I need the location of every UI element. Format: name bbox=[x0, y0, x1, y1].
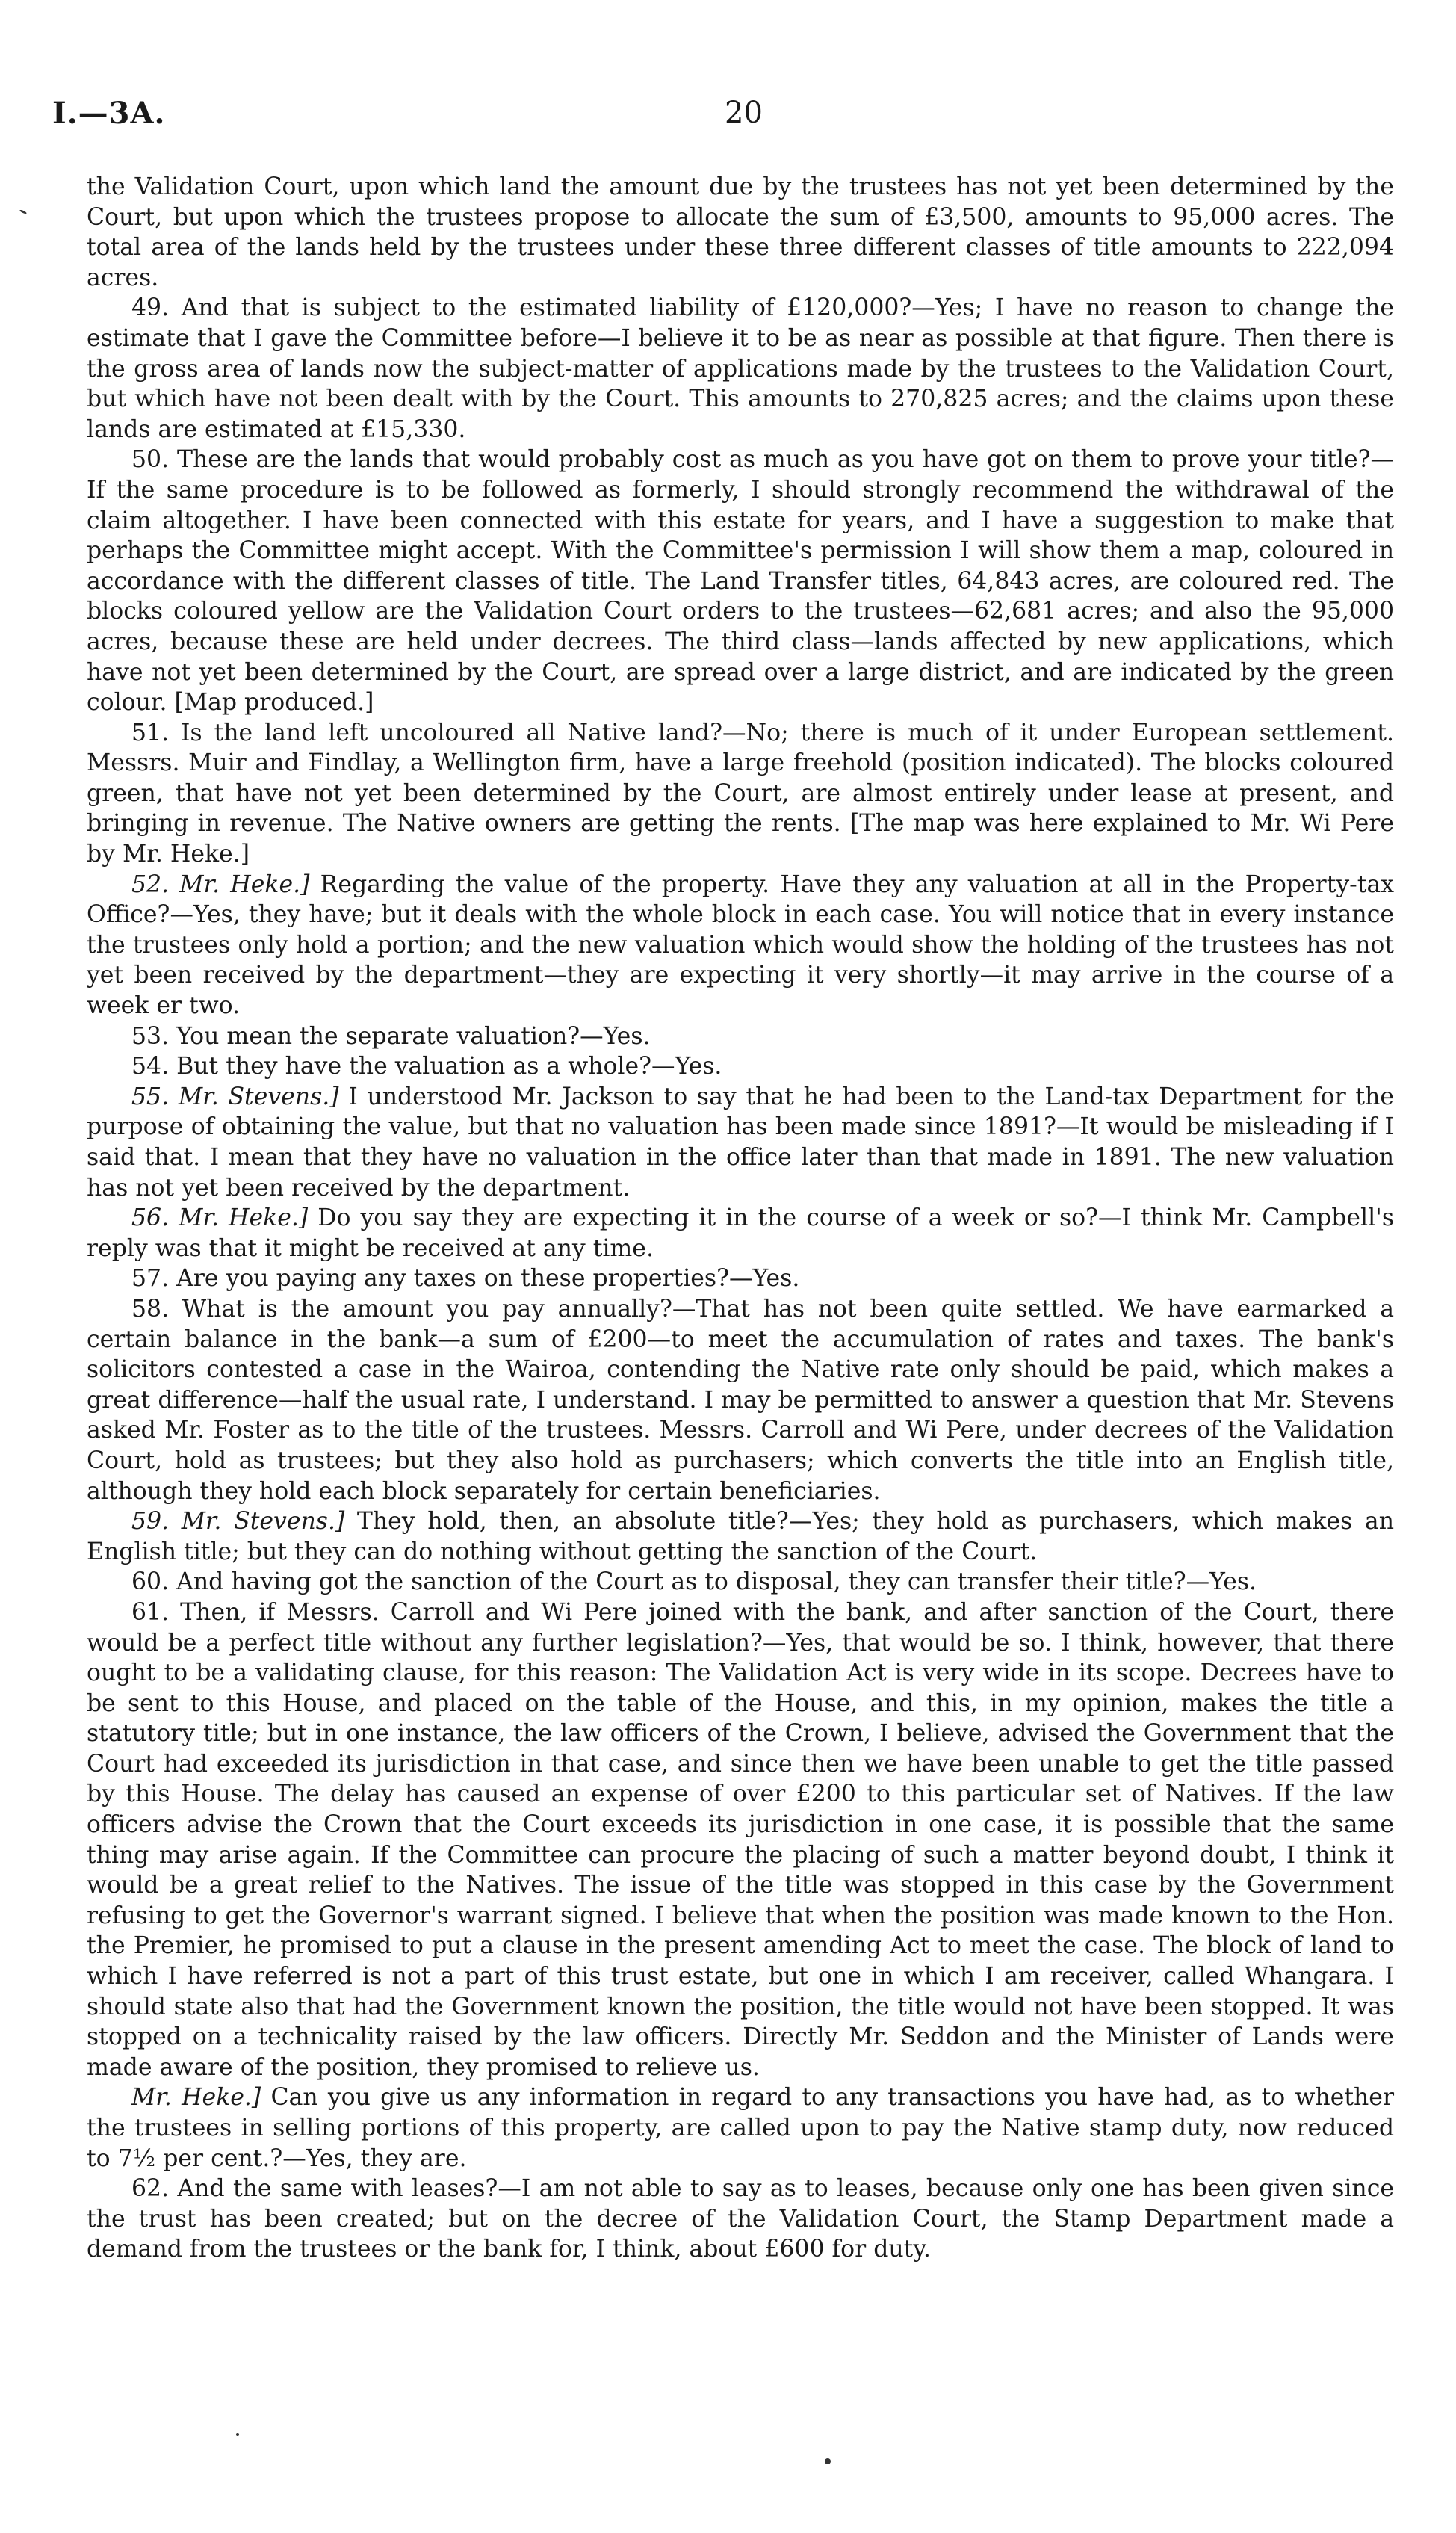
paragraph: 56. Mr. Heke.] Do you say they are expecting it in the course of a week or so?—I think Mr. Campbell's reply was that it might be received at any time. bbox=[87, 1204, 1395, 1262]
paragraph: 61. Then, if Messrs. Carroll and Wi Pere joined with the bank, and after sanction of the Court, there would be a perfect title without any further legislation?—Yes, that would be so. I think, however, that there ought to be a validating clause, for this reason: The Validation Act is very wide in its scope. Decrees have to be sent to this House, and placed on the table of the House, and this, in my opinion, makes the title a statutory title; but in one instance, the law officers of the Crown, I believe, advised the Government that the Court had exceeded its jurisdiction in that case, and since then we have been unable to get the title passed by this House. The delay has caused an expense of over £200 to this particular set of Natives. If the law officers advise the Crown that the Court exceeds its jurisdiction in one case, it is possible that the same thing may arise again. If the Committee can procure the placing of such a matter beyond doubt, I think it would be a great relief to the Natives. The issue of the title was stopped in this case by the Government refusing to get the Governor's warrant signed. I believe that when the position was made known to the Hon. the Premier, he promised to put a clause in the present amending Act to meet the case. The block of land to which I have referred is not a part of this trust estate, but one in which I am receiver, called Whangara. I should state also that had the Government known the position, the title would not have been stopped. It was stopped on a technicality raised by the law officers. Directly Mr. Seddon and the Minister of Lands were made aware of the position, they promised to relieve us. bbox=[87, 1598, 1394, 2081]
paragraph: 58. What is the amount you pay annually?—That has not been quite settled. We have earmarked a certain balance in the bank—a sum of £200—to meet the accumulation of rates and taxes. The bank's solicitors contested a case in the Wairoa, contending the Native rate only should be paid, which makes a great difference—half the usual rate, I understand. I may be permitted to answer a question that Mr. Stevens asked Mr. Foster as to the title of the trustees. Messrs. Carroll and Wi Pere, under decrees of the Validation Court, hold as trustees; but they also hold as purchasers; which converts the title into an English title, although they hold each block separately for certain beneficiaries. bbox=[87, 1295, 1394, 1505]
paragraph: 57. Are you paying any taxes on these properties?—Yes. bbox=[131, 1265, 800, 1293]
paragraph: 50. These are the lands that would probably cost as much as you have got on them to prove your title?—If the same procedure is to be followed as formerly, I should strongly recommend the withdrawal of the claim altogether. I have been connected with this estate for years, and I have a suggestion to make that perhaps the Committee might accept. With the Committee's permission I will show them a map, coloured in accordance with the different classes of title. The Land Transfer titles, 64,843 acres, are coloured red. The blocks coloured yellow are the Validation Court orders to the trustees—62,681 acres; and also the 95,000 acres, because these are held under decrees. The third class—lands affected by new applications, which have not yet been determined by the Court, are spread over a large district, and are indicated by the green colour. [Map produced.] bbox=[87, 446, 1394, 717]
ink-dot bbox=[236, 2433, 239, 2436]
paragraph: 52. Mr. Heke.] Regarding the value of the property. Have they any valuation at all in the Property-tax Office?—Yes, they have; but it deals with the whole block in each case. You will notice that in every instance the trustees only hold a portion; and the new valuation which would show the holding of the trustees has not yet been received by the department—they are expecting it very shortly—it may arrive in the course of a week er two. bbox=[87, 870, 1394, 1020]
paragraph: 49. And that is subject to the estimated liability of £120,000?—Yes; I have no reason to change the estimate that I gave the Committee before—I believe it to be as near as possible at that figure. Then there is the gross area of lands now the subject-matter of applications made by the trustees to the Validation Court, but which have not been dealt with by the Court. This amounts to 270,825 acres; and the claims upon these lands are estimated at £15,330. bbox=[87, 294, 1394, 443]
paragraph: 55. Mr. Stevens.] I understood Mr. Jackson to say that he had been to the Land-tax Department for the purpose of obtaining the value, but that no valuation has been made since 1891?—It would be misleading if I said that. I mean that they have no valuation in the office later than that made in 1891. The new valuation has not yet been received by the department. bbox=[87, 1083, 1395, 1201]
paragraph: 62. And the same with leases?—I am not able to say as to leases, because only one has been given since the trust has been created; but on the decree of the Validation Court, the Stamp Department made a demand from the trustees or the bank for, I think, about £600 for duty. bbox=[87, 2175, 1394, 2263]
speaker-label: 56. Mr. Heke.] bbox=[131, 1204, 309, 1232]
paragraph: Mr. Heke.] Can you give us any information in regard to any transactions you have had, as to whether the trustees in selling portions of this property, are called upon to pay the Native stamp duty, now reduced to 7½ per cent.?—Yes, they are. bbox=[87, 2084, 1395, 2172]
speaker-label: 55. Mr. Stevens.] bbox=[131, 1083, 339, 1110]
page-number: 20 bbox=[725, 96, 763, 130]
paragraph: 59. Mr. Stevens.] They hold, then, an absolute title?—Yes; they hold as purchasers, which makes an English title; but they can do nothing without getting the sanction of the Court. bbox=[87, 1508, 1394, 1565]
paragraph: 51. Is the land left uncoloured all Native land?—No; there is much of it under European settlement. Messrs. Muir and Findlay, a Wellington firm, have a large freehold (position indicated). The blocks coloured green, that have not yet been determined by the Court, are almost entirely under lease at present, and bringing in revenue. The Native owners are getting the rents. [The map was here explained to Mr. Wi Pere by Mr. Heke.] bbox=[87, 719, 1394, 868]
margin-mark bbox=[19, 209, 27, 214]
paragraph: 53. You mean the separate valuation?—Yes. bbox=[131, 1022, 651, 1050]
paragraph: 60. And having got the sanction of the Court as to disposal, they can transfer their title?—Yes. bbox=[131, 1568, 1257, 1596]
ink-dot bbox=[825, 2458, 831, 2464]
speaker-label: 59. Mr. Stevens.] bbox=[131, 1508, 345, 1535]
speaker-label: 52. Mr. Heke.] bbox=[131, 870, 310, 898]
paragraph: the Validation Court, upon which land the amount due by the trustees has not yet been determined by the Court, but upon which the trustees propose to allocate the sum of £3,500, amounts to 95,000 acres. The total area of the lands held by the trustees under these three different classes of title amounts to 222,094 acres. bbox=[87, 173, 1394, 291]
body-text bbox=[87, 172, 1394, 2265]
document-reference: I.—3A. bbox=[52, 96, 166, 131]
page-header bbox=[52, 96, 1404, 140]
speaker-label: Mr. Heke.] bbox=[131, 2084, 261, 2112]
paragraph: 54. But they have the valuation as a whole?—Yes. bbox=[131, 1053, 722, 1080]
